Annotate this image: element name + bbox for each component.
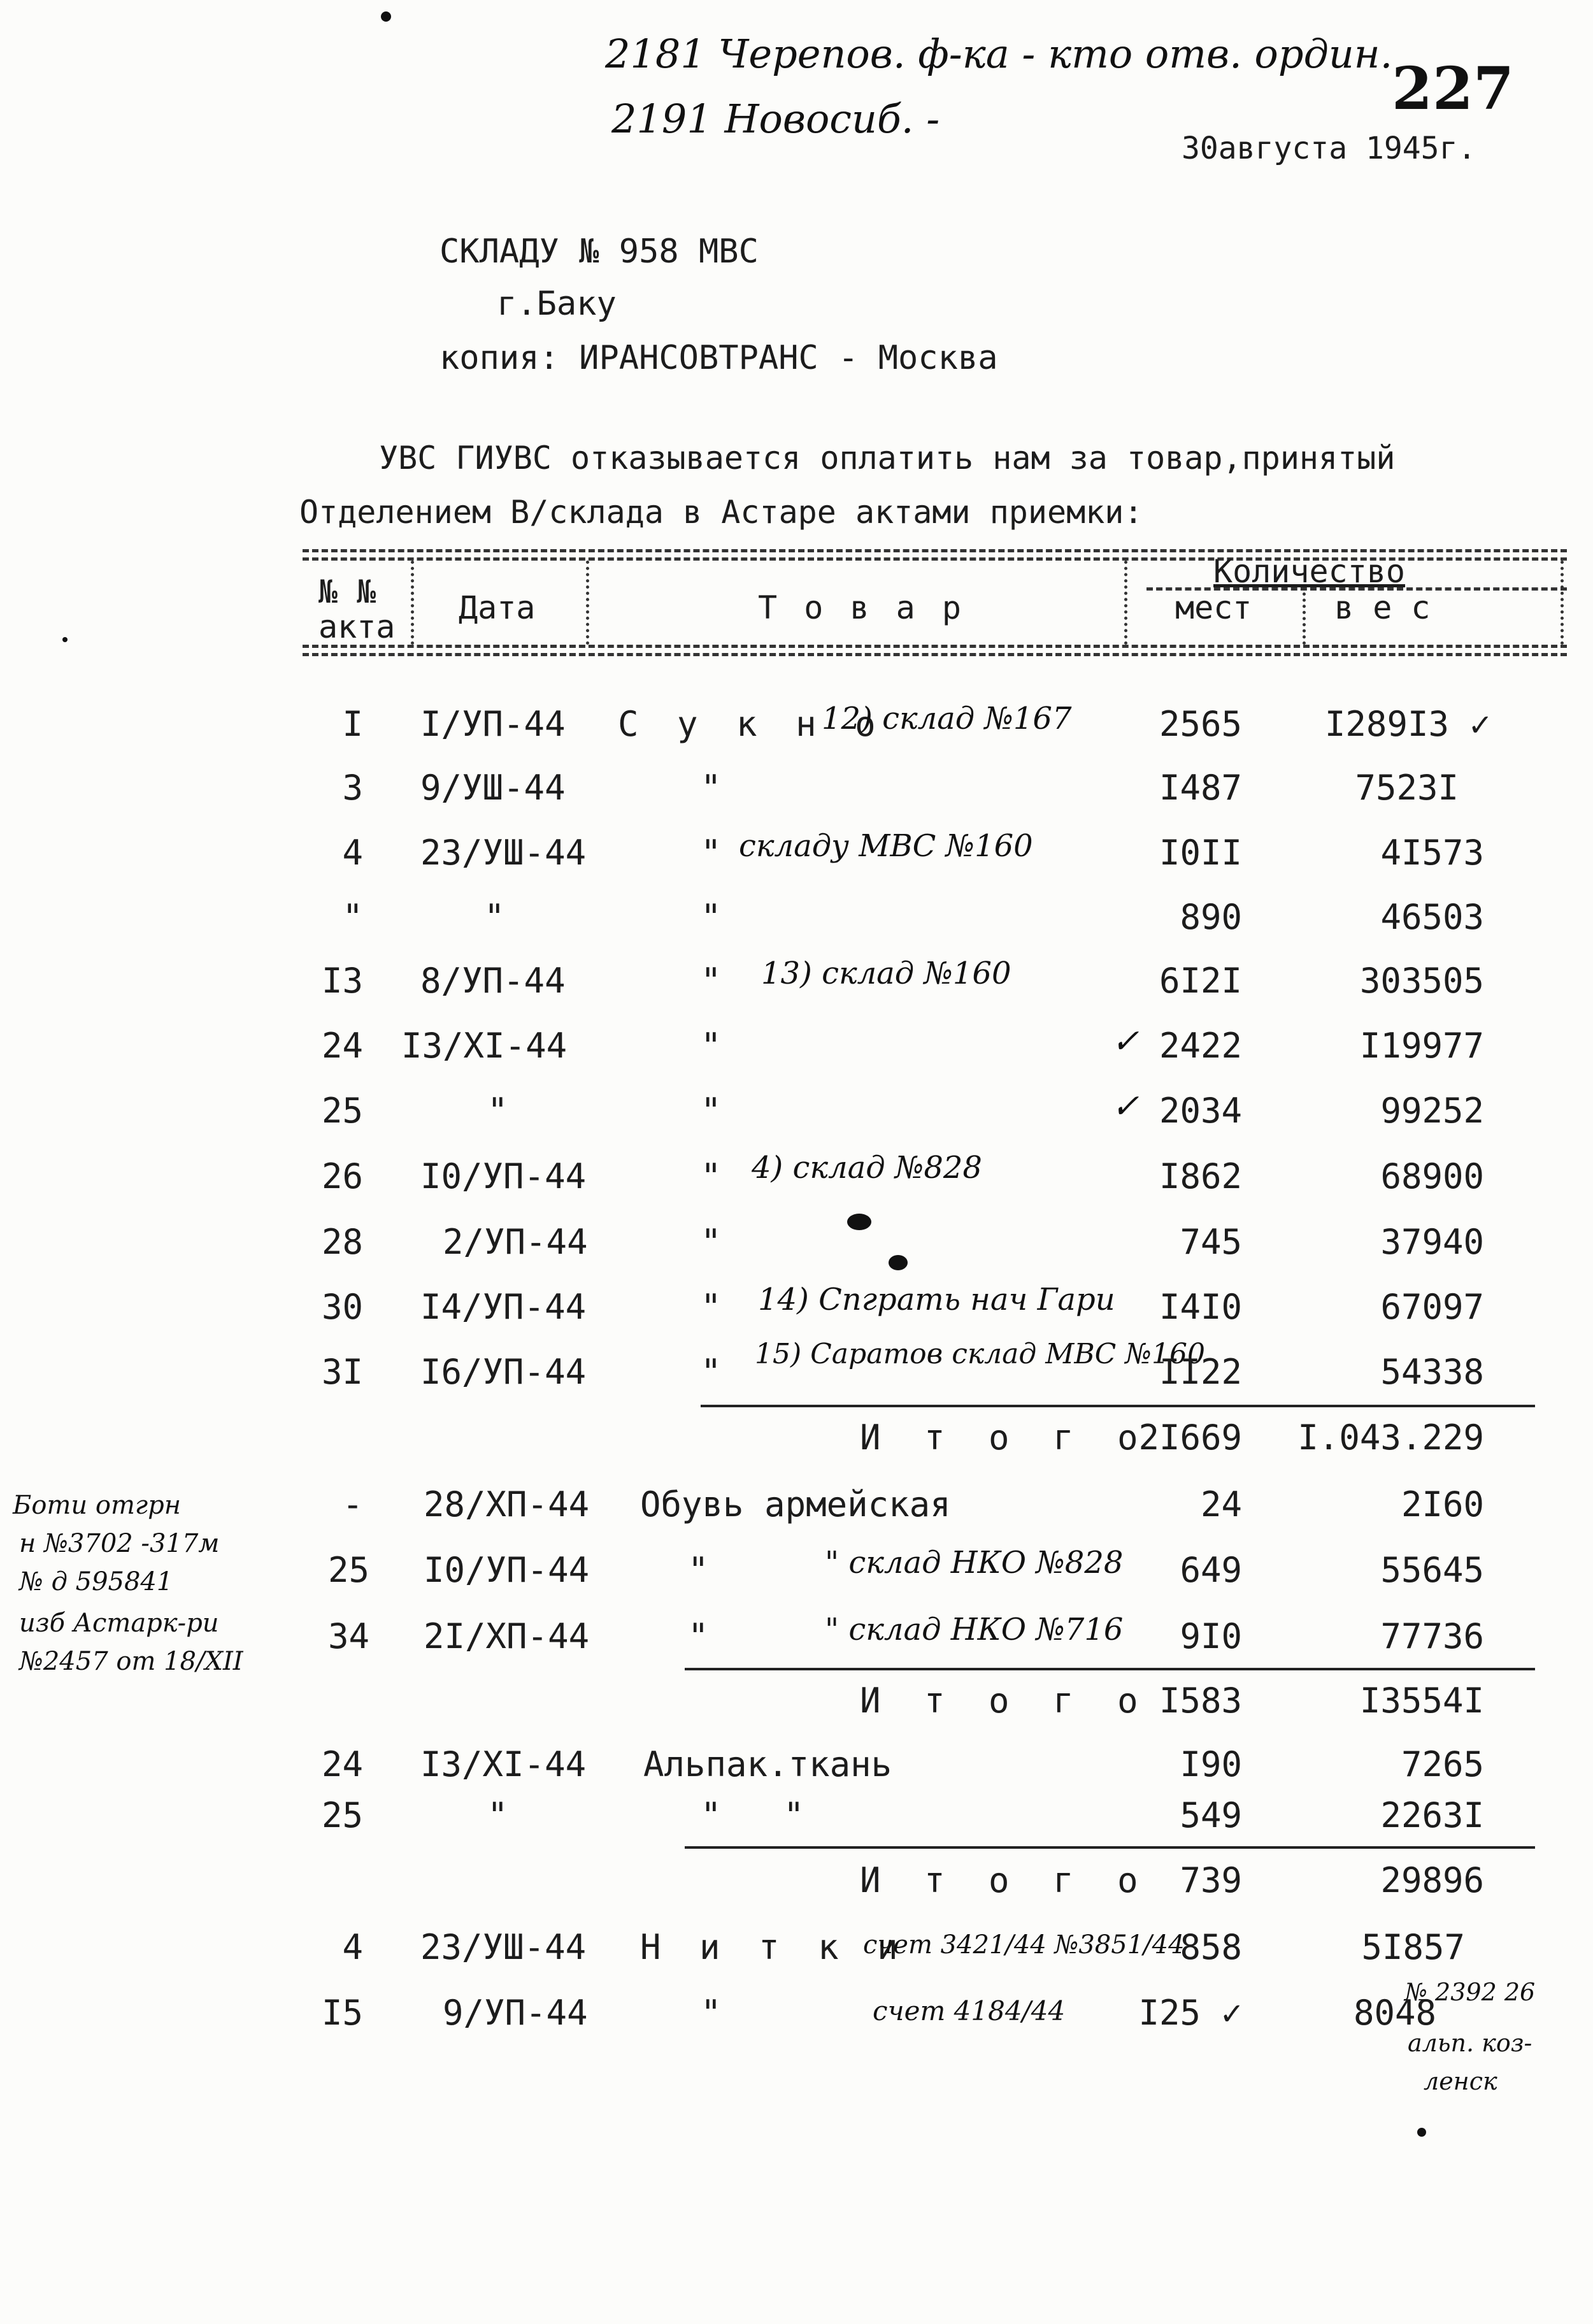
cell-goods: ": [701, 1993, 722, 2033]
cell-act: I: [342, 704, 363, 744]
check-mark-icon: ✓: [1111, 1022, 1139, 1061]
cell-weight: 2263I: [1380, 1795, 1484, 1835]
cell-date: I3/XI-44: [401, 1026, 568, 1066]
th-quantity: Количество: [1213, 553, 1406, 590]
cell-note: " склад НКО №828: [825, 1545, 1124, 1581]
cell-act: -: [342, 1484, 363, 1524]
margin-note-line: ленск: [1424, 2067, 1497, 2095]
cell-note: 14) Спграть нач Гари: [758, 1282, 1115, 1317]
cell-date: 2I/ХП-44: [424, 1616, 590, 1656]
total-places: I583: [1159, 1681, 1242, 1721]
cell-weight: 55645: [1380, 1550, 1484, 1590]
total-weight: I3554I: [1359, 1681, 1484, 1721]
copy-recipient: копия: ИРАНСОВТРАНС - Москва: [439, 339, 998, 377]
cell-act: 25: [321, 1091, 363, 1131]
cell-note: 4) склад №828: [752, 1150, 982, 1186]
margin-note-line: н №3702 -317м: [19, 1529, 220, 1558]
page-number: 227: [1392, 54, 1515, 123]
cell-note: " склад НКО №716: [825, 1612, 1124, 1647]
cell-places: I862: [1159, 1156, 1242, 1196]
cell-date: I3/XI-44: [420, 1744, 587, 1784]
cell-goods: Альпак.ткань: [643, 1744, 892, 1784]
cell-goods: ": [688, 1616, 709, 1656]
cell-date: 2/УП-44: [443, 1222, 588, 1262]
cell-goods: ": [701, 833, 722, 873]
cell-weight: 68900: [1380, 1156, 1484, 1196]
total-label: И т о г о: [860, 1417, 1150, 1458]
cell-weight: 4I573: [1380, 833, 1484, 873]
cell-act: 3: [342, 768, 363, 808]
th-goods: Т о в а р: [758, 589, 965, 626]
cell-places: I4I0: [1159, 1287, 1242, 1327]
cell-date: I0/УП-44: [420, 1156, 587, 1196]
table-top-rule: [303, 549, 1567, 552]
margin-note-line: изб Астарк-ри: [19, 1609, 219, 1638]
cell-places: 2034: [1159, 1091, 1242, 1131]
cell-weight: 67097: [1380, 1287, 1484, 1327]
cell-act: I3: [321, 961, 363, 1001]
cell-places: 890: [1180, 897, 1242, 937]
cell-goods: ": [701, 1091, 722, 1131]
cell-weight: I19977: [1359, 1026, 1484, 1066]
cell-weight: 37940: [1380, 1222, 1484, 1262]
cell-date: ": [484, 897, 505, 937]
cell-act: 4: [342, 1927, 363, 1967]
cell-goods: ": [701, 1156, 722, 1196]
total-places: 2I669: [1138, 1417, 1242, 1458]
table-header-bottom-rule-2: [303, 653, 1567, 656]
cell-weight: 54338: [1380, 1352, 1484, 1392]
cell-places: I487: [1159, 768, 1242, 808]
col-divider-4: [1303, 592, 1306, 645]
speck: [1417, 2128, 1426, 2137]
cell-act: 3I: [321, 1352, 363, 1392]
cell-places: 745: [1180, 1222, 1242, 1262]
col-divider-3: [1124, 561, 1127, 645]
cell-act: 26: [321, 1156, 363, 1196]
th-places: мест: [1175, 589, 1252, 626]
col-divider-2: [586, 561, 589, 645]
cell-goods: С у к н о: [618, 704, 885, 744]
margin-note-line: альп. коз-: [1408, 2029, 1532, 2057]
cell-goods: ": [701, 1222, 722, 1262]
letter-date: 30августа 1945г.: [1182, 131, 1476, 166]
cell-act: 28: [321, 1222, 363, 1262]
cell-weight: I289I3 ✓: [1324, 704, 1490, 744]
cell-date: 8/УП-44: [420, 961, 566, 1001]
cell-note: счет 3421/44 №3851/44: [863, 1930, 1185, 1960]
cell-act: 24: [321, 1026, 363, 1066]
cell-act: 25: [321, 1795, 363, 1835]
cell-act: 30: [321, 1287, 363, 1327]
cell-goods: Н и т к и: [640, 1927, 907, 1967]
total-weight: I.043.229: [1297, 1417, 1484, 1458]
cell-weight: 2I60: [1401, 1484, 1484, 1524]
cell-places: 649: [1180, 1550, 1242, 1590]
cell-date: 23/УШ-44: [420, 1927, 587, 1967]
cell-weight: 77736: [1380, 1616, 1484, 1656]
cell-places: 549: [1180, 1795, 1242, 1835]
cell-date: 28/ХП-44: [424, 1484, 590, 1524]
total-places: 739: [1180, 1860, 1242, 1900]
cell-goods: ": [688, 1550, 709, 1590]
cell-note: счет 4184/44: [873, 1995, 1066, 2026]
cell-act: 4: [342, 833, 363, 873]
cell-places: 858: [1180, 1927, 1242, 1967]
speck: [62, 637, 68, 642]
cell-act: I5: [321, 1993, 363, 2033]
ink-blot: [847, 1214, 871, 1230]
col-divider-1: [411, 561, 414, 645]
cell-places: 24: [1200, 1484, 1242, 1524]
cell-act: 34: [327, 1616, 369, 1656]
total-label: И т о г о: [860, 1681, 1150, 1721]
th-weight: в е с: [1334, 589, 1431, 626]
cell-goods: ": [701, 1287, 722, 1327]
cell-weight: 46503: [1380, 897, 1484, 937]
cell-goods: ": [701, 961, 722, 1001]
cell-date: I6/УП-44: [420, 1352, 587, 1392]
cell-date: I0/УП-44: [424, 1550, 590, 1590]
cell-places: 9I0: [1180, 1616, 1242, 1656]
cell-places: 2422: [1159, 1026, 1242, 1066]
cell-date: ": [487, 1091, 508, 1131]
cell-date: 9/УП-44: [443, 1993, 588, 2033]
cell-act: ": [342, 897, 363, 937]
cell-goods: ": [701, 768, 722, 808]
cell-date: ": [487, 1795, 508, 1835]
subtotal-rule: [685, 1846, 1535, 1849]
total-label: И т о г о: [860, 1860, 1150, 1900]
margin-note-line: Боти отгрн: [13, 1491, 182, 1520]
handwritten-header-line2: 2191 Новосиб. -: [611, 96, 940, 142]
cell-date: I/УП-44: [420, 704, 566, 744]
cell-act: 24: [321, 1744, 363, 1784]
table-header-bottom-rule: [303, 645, 1567, 648]
th-act-no: № №: [318, 573, 376, 610]
cell-date: 9/УШ-44: [420, 768, 566, 808]
cell-date: 23/УШ-44: [420, 833, 587, 873]
intro-line1: УВС ГИУВС отказывается оплатить нам за товар,принятый: [379, 440, 1396, 477]
cell-weight: 5I857: [1361, 1927, 1465, 1967]
cell-note: 15) Саратов склад МВС №160: [755, 1338, 1205, 1370]
cell-weight: 303505: [1359, 961, 1484, 1001]
cell-places: 6I2I: [1159, 961, 1242, 1001]
cell-goods: " ": [701, 1795, 804, 1835]
cell-weight: 8048: [1354, 1993, 1437, 2033]
speck: [381, 11, 391, 22]
cell-note: складу МВС №160: [739, 828, 1033, 864]
total-weight: 29896: [1380, 1860, 1484, 1900]
margin-note-line: № д 595841: [19, 1567, 173, 1596]
th-date: Дата: [459, 589, 536, 626]
recipient: СКЛАДУ № 958 МВС: [439, 233, 759, 271]
cell-places: I90: [1180, 1744, 1242, 1784]
cell-goods: Обувь армейская: [640, 1484, 951, 1524]
check-mark-icon: ✓: [1111, 1087, 1139, 1126]
intro-line2: Отделением В/склада в Астаре актами приемки:: [299, 494, 1143, 531]
cell-weight: 7265: [1401, 1744, 1484, 1784]
handwritten-header-line1: 2181 Черепов. ф-ка - кто отв. ордин.: [605, 31, 1393, 77]
cell-places: 2565: [1159, 704, 1242, 744]
subtotal-rule: [685, 1668, 1535, 1670]
cell-goods: ": [701, 1352, 722, 1392]
cell-weight: 7523I: [1355, 768, 1459, 808]
cell-goods: ": [701, 897, 722, 937]
cell-note: 13) склад №160: [761, 956, 1011, 991]
ink-blot: [889, 1255, 908, 1270]
cell-date: I4/УП-44: [420, 1287, 587, 1327]
cell-act: 25: [327, 1550, 369, 1590]
th-act-no-2: акта: [318, 608, 396, 645]
margin-note-line: №2457 от 18/XII: [19, 1647, 243, 1676]
subtotal-rule: [701, 1405, 1535, 1407]
cell-goods: ": [701, 1026, 722, 1066]
cell-places: I0II: [1159, 833, 1242, 873]
cell-note: 12) склад №167: [822, 701, 1072, 736]
cell-places: II22: [1159, 1352, 1242, 1392]
cell-weight: 99252: [1380, 1091, 1484, 1131]
col-divider-5: [1561, 561, 1564, 645]
cell-places: I25 ✓: [1138, 1993, 1242, 2033]
margin-note-line: № 2392 26: [1404, 1978, 1536, 2006]
recipient-city: г.Баку: [497, 285, 617, 323]
